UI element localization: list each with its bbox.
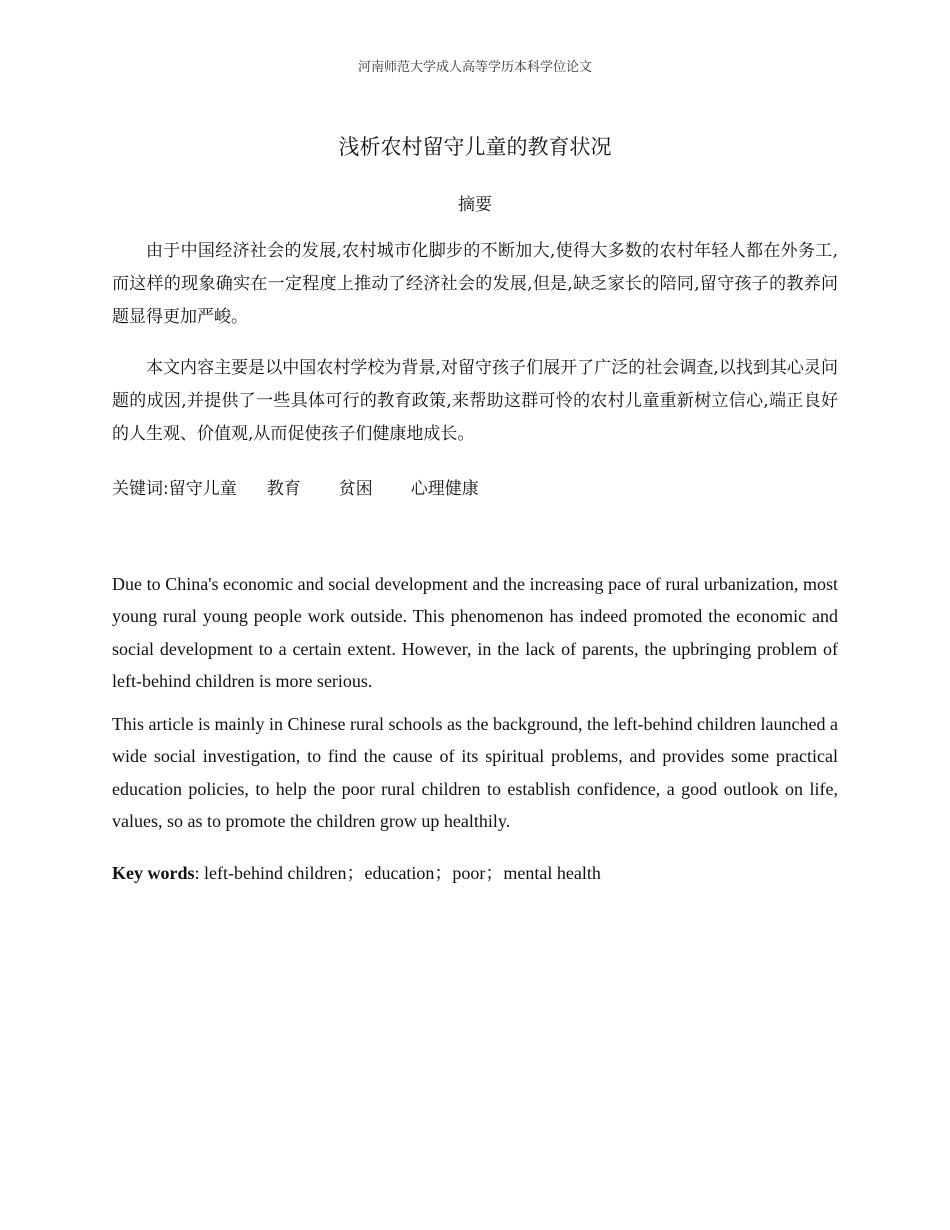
cn-abstract-paragraph-2: 本文内容主要是以中国农村学校为背景,对留守孩子们展开了广泛的社会调查,以找到其心灵问题的成因,并提供了一些具体可行的教育政策,来帮助这群可怜的农村儿童重新树立信心,端正良好的人生观、价值观,从而促使孩子们健康地成长。 — [112, 358, 838, 444]
cn-keywords-line — [112, 476, 838, 502]
cn-keyword: 贫困 — [338, 479, 373, 499]
en-abstract-paragraph-1: Due to China's economic and social development and the increasing pace of rural urbanization, most young rural young people work outside. This phenomenon has indeed promoted the economic and social development to a certain extent. However, in the lack of parents, the upbringing problem of left-behind children is more serious. — [112, 574, 838, 691]
en-keywords-separator: : — [194, 863, 200, 883]
en-abstract-paragraph-2: This article is mainly in Chinese rural schools as the background, the left-behind children launched a wide social investigation, to find the cause of its spiritual problems, and provides some practical education policies, to help the poor rural children to establish confidence, a good outlook on life, values, so as to promote the children grow up healthily. — [112, 714, 838, 831]
en-keywords-label: Key words — [112, 863, 195, 883]
running-header: 河南师范大学成人高等学历本科学位论文 — [357, 60, 592, 75]
page-title: 浅析农村留守儿童的教育状况 — [338, 135, 612, 159]
cn-keyword: 留守儿童 — [168, 479, 237, 499]
cn-keyword: 心理健康 — [410, 479, 479, 499]
cn-keywords-label: 关键词: — [112, 479, 169, 499]
abstract-heading: 摘要 — [458, 195, 492, 215]
en-keywords-line — [112, 860, 838, 886]
cn-abstract-paragraph-1: 由于中国经济社会的发展,农村城市化脚步的不断加大,使得大多数的农村年轻人都在外务工,而这样的现象确实在一定程度上推动了经济社会的发展,但是,缺乏家长的陪同,留守孩子的教养问题显得更加严峻。 — [112, 241, 838, 327]
cn-keyword: 教育 — [266, 479, 301, 499]
en-keywords-text: left-behind children；education；poor；mental health — [199, 863, 601, 883]
